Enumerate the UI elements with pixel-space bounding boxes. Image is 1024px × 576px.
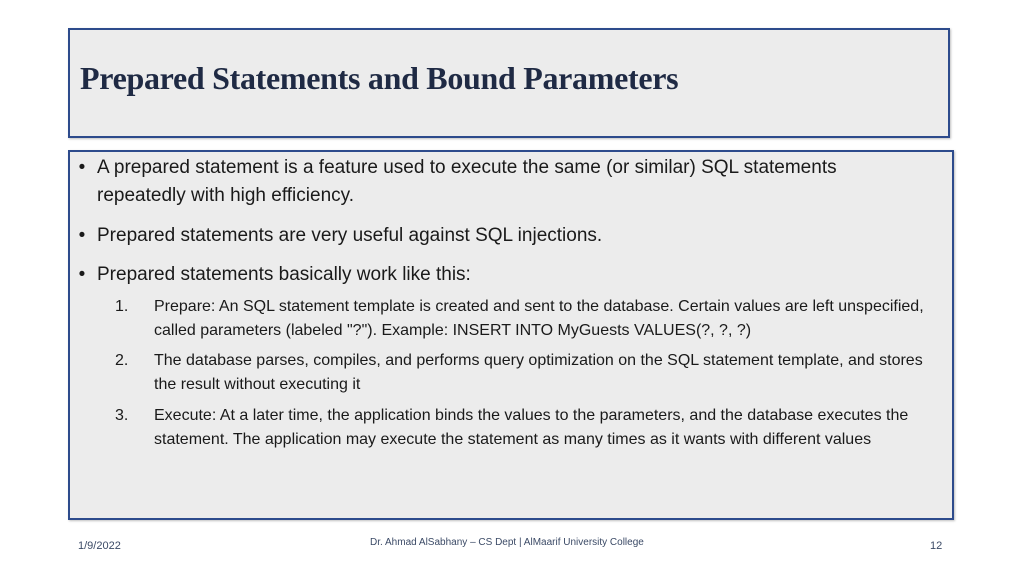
- footer-author: Dr. Ahmad AlSabhany – CS Dept | AlMaarif University College: [370, 537, 644, 548]
- page-number: 12: [930, 540, 943, 552]
- step-item: [70, 404, 940, 452]
- step-item: [70, 349, 940, 397]
- step-number: 1.: [115, 298, 129, 315]
- step-text: Execute: At a later time, the application binds the values to the parameters, and the database executes the statement. The application may execute the statement as many times as it wants with different values: [154, 407, 909, 448]
- bullet-text: Prepared statements are very useful against SQL injections.: [97, 225, 603, 246]
- title-box: [68, 28, 950, 138]
- step-text: The database parses, compiles, and performs query optimization on the SQL statement template, and stores the result without executing it: [154, 352, 923, 393]
- step-number: 3.: [115, 407, 129, 424]
- bullet-item: [70, 261, 930, 289]
- step-number: 2.: [115, 352, 129, 369]
- step-text: Prepare: An SQL statement template is created and sent to the database. Certain values are left unspecified, called parameters (labeled "?"). Example: INSERT INTO MyGuests VALUES(?, ?, ?): [154, 298, 924, 339]
- bullet-text: Prepared statements basically work like this:: [97, 264, 471, 285]
- bullet-icon: •: [78, 225, 86, 246]
- step-item: [70, 295, 940, 343]
- bullet-text: A prepared statement is a feature used to execute the same (or similar) SQL statements repeatedly with high efficiency.: [97, 157, 837, 206]
- bullet-icon: •: [78, 157, 86, 178]
- footer-date: 1/9/2022: [78, 540, 121, 552]
- bullet-icon: •: [78, 264, 86, 285]
- bullet-item: [70, 222, 930, 250]
- slide-title: Prepared Statements and Bound Parameters: [80, 60, 679, 96]
- bullet-item: [70, 154, 930, 210]
- content-box: [68, 150, 954, 520]
